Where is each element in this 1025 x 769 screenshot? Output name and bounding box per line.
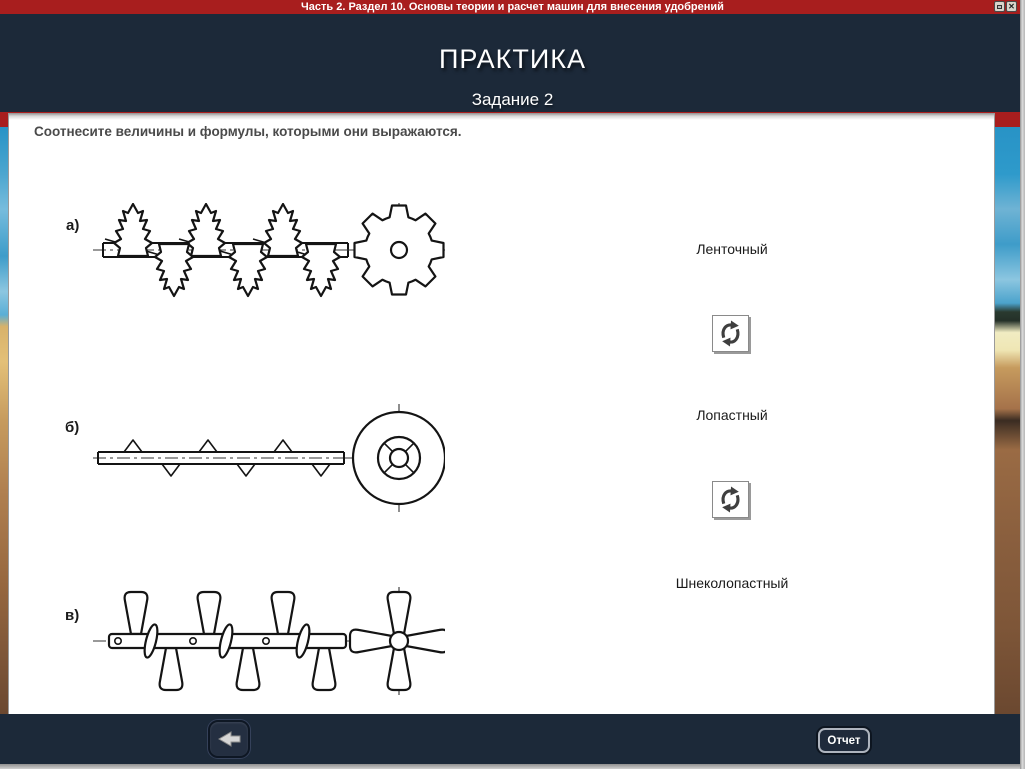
figure-b-end-view	[345, 404, 445, 512]
answer-option-1: Ленточный	[696, 241, 768, 257]
figure-v-side-view	[93, 592, 355, 690]
figure-label-v: в)	[65, 607, 80, 624]
back-button[interactable]	[208, 720, 250, 758]
minimize-icon	[997, 5, 1002, 9]
figure-b-drawing	[93, 402, 445, 514]
minimize-button[interactable]	[994, 1, 1005, 12]
figure-a-side-view	[93, 204, 353, 296]
figure-a-end-view	[345, 203, 445, 299]
window-title: Часть 2. Раздел 10. Основы теории и расчет машин для внесения удобрений	[301, 1, 724, 13]
back-arrow-icon	[214, 727, 244, 751]
figure-b-side-view	[93, 410, 353, 506]
content-panel	[8, 113, 995, 714]
close-button[interactable]	[1006, 1, 1017, 12]
figure-label-a: а)	[66, 217, 80, 234]
figure-v-end-view	[347, 587, 445, 695]
window-bottom-edge	[0, 764, 1025, 769]
header	[0, 14, 1025, 112]
swap-button-2[interactable]	[712, 481, 749, 518]
window-titlebar	[0, 0, 1025, 14]
footer-bar	[0, 714, 1025, 764]
answer-option-2: Лопастный	[696, 407, 768, 423]
swap-arrows-icon	[717, 320, 744, 347]
figure-label-b: б)	[65, 419, 80, 436]
page-title: ПРАКТИКА	[439, 44, 586, 74]
answer-option-3: Шнеколопастный	[675, 575, 789, 591]
instruction-text: Соотнесите величины и формулы, которыми они выражаются.	[34, 124, 462, 139]
figure-a-drawing	[93, 203, 445, 303]
window-controls	[994, 1, 1017, 12]
swap-arrows-icon	[717, 486, 744, 513]
background-photo-right	[995, 127, 1020, 714]
close-icon: ✕	[1008, 2, 1015, 11]
task-subtitle: Задание 2	[471, 90, 554, 109]
swap-button-1[interactable]	[712, 315, 749, 352]
window-right-edge	[1020, 0, 1025, 769]
figure-v-drawing	[93, 585, 445, 697]
background-photo-left	[0, 127, 8, 714]
report-button[interactable]: Отчет	[818, 728, 870, 753]
